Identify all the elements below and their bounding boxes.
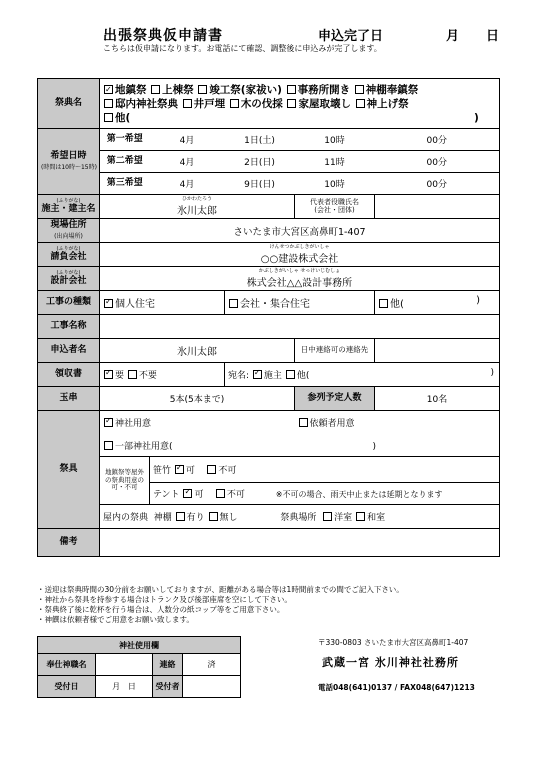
work-name-label: 工事名称 [38, 315, 100, 339]
shrine-address: 〒330-0803 さいたま市大宮区高鼻町1-407 [318, 638, 469, 647]
site-address[interactable]: さいたま市大宮区高鼻町1-407 [100, 219, 500, 243]
contact-label: 連絡 [153, 654, 183, 676]
completion-day-label: 日 [486, 29, 500, 44]
applicant-name[interactable]: 氷川太郎 [100, 339, 295, 363]
note-line: ・神饌は依頼者様でご用意をお願い致します。 [37, 615, 194, 624]
daytime-contact-label: 日中連絡可の連絡先 [295, 339, 375, 363]
checkbox-icon [183, 99, 192, 108]
shrine-phone: 電話048(641)0137 / FAX048(647)1213 [318, 683, 475, 692]
festival-option-jichinsai[interactable]: ✓地鎮祭 [103, 84, 147, 96]
checkbox-icon [230, 99, 239, 108]
designer-value-cell[interactable]: かぶしきがいしゃ せっけいじむしょ 株式会社△△設計事務所 [100, 267, 500, 291]
checkbox-icon [216, 489, 225, 498]
tent-yes[interactable]: ✓ 可 [182, 490, 203, 500]
contractor-label: (ふりがな) 請負会社 [38, 243, 100, 267]
date-2-minute[interactable]: 00分 [375, 151, 500, 173]
date-rank-1: 第一希望 [100, 129, 150, 151]
festival-option-kamidana[interactable]: 神棚奉鎮祭 [354, 84, 419, 96]
rain-note: ※不可の場合、雨天中止または延期となります [275, 490, 443, 499]
checkbox-icon [104, 99, 113, 108]
equip-client-prepared[interactable]: 依頼者用意 [295, 411, 500, 435]
server-value[interactable] [96, 654, 153, 676]
checkbox-icon [175, 465, 184, 474]
festival-name-label: 祭典名 [38, 79, 100, 129]
checkbox-icon [299, 418, 308, 427]
application-form-table [37, 78, 500, 557]
receipt-required[interactable]: ✓ 要 [103, 371, 124, 381]
date-rank-3: 第三希望 [100, 173, 150, 195]
equip-partial[interactable]: 一部神社用意( ) [100, 435, 500, 457]
checkbox-icon [104, 441, 113, 450]
festival-option-jotosai[interactable]: 上棟祭 [150, 84, 194, 96]
addressee-client[interactable]: ✓ 施主 [252, 371, 282, 381]
note-line: ・神社から祭具を持参する場合はトランク及び後部座席を空にして下さい。 [37, 595, 292, 604]
checkbox-icon [356, 99, 365, 108]
representative-label: 代表者役職氏名 (会社・団体) [295, 195, 375, 219]
receipt-addressee: 宛名: ✓ 施主 他( ) [225, 363, 500, 387]
venue-western[interactable]: 洋室 [322, 513, 352, 523]
representative-value[interactable] [375, 195, 500, 219]
contact-done[interactable]: 済 [183, 654, 241, 676]
attendees-label: 参列予定人数 [295, 387, 375, 411]
date-2-hour[interactable]: 11時 [295, 151, 375, 173]
equip-shrine-prepared[interactable]: ✓神社用意 [100, 411, 295, 435]
festival-option-teinai[interactable]: 邸内神社祭典 [103, 98, 178, 110]
checkbox-icon [253, 370, 262, 379]
date-3-month[interactable]: 4月 [150, 173, 225, 195]
attendees-value[interactable]: 10名 [375, 387, 500, 411]
checkbox-icon [286, 370, 295, 379]
checkbox-icon [355, 85, 364, 94]
festival-options: ✓地鎮祭 上棟祭 竣工祭(家祓い) 事務所開き 神棚奉鎮祭 邸内神社祭典 井戸埋 木の伐採 家屋取壊し 神上げ祭 他( ) [100, 79, 500, 129]
sasatake-no[interactable]: 不可 [206, 466, 236, 476]
venue-japanese[interactable]: 和室 [355, 513, 385, 523]
work-type-label: 工事の種類 [38, 291, 100, 315]
date-1-day[interactable]: 1日(土) [225, 129, 295, 151]
designer-label: (ふりがな) 設計会社 [38, 267, 100, 291]
note-line: ・祭典終了後に乾杯を行う場合は、人数分の紙コップ等をご用意下さい。 [37, 605, 285, 614]
daytime-contact-value[interactable] [375, 339, 500, 363]
checkbox-icon [287, 99, 296, 108]
sasatake-yes[interactable]: ✓ 可 [174, 466, 195, 476]
checkbox-icon [104, 113, 113, 122]
note-line: ・送迎は祭典時間の30分前をお願いしておりますが、距離がある場合等は1時間前までの間でご記入下さい。 [37, 585, 404, 594]
checkbox-icon [104, 85, 113, 94]
date-1-minute[interactable]: 00分 [375, 129, 500, 151]
checkbox-icon [229, 299, 238, 308]
shrine-office-name: 武蔵一宮 氷川神社社務所 [322, 656, 459, 669]
date-3-hour[interactable]: 10時 [295, 173, 375, 195]
shrine-use-title: 神社使用欄 [38, 637, 241, 654]
received-date-label: 受付日 [38, 676, 96, 698]
checkbox-icon [128, 370, 137, 379]
festival-option-idoume[interactable]: 井戸埋 [182, 98, 226, 110]
work-type-house[interactable]: ✓ 個人住宅 [100, 291, 225, 315]
checkbox-icon [287, 85, 296, 94]
client-name-cell[interactable]: ひかわたろう 氷川太郎 [100, 195, 295, 219]
contractor-value-cell[interactable]: けんせつかぶしきがいしゃ ○○建設株式会社 [100, 243, 500, 267]
date-1-hour[interactable]: 10時 [295, 129, 375, 151]
festival-option-office-opening[interactable]: 事務所開き [286, 84, 351, 96]
checkbox-icon [207, 465, 216, 474]
checkbox-icon [151, 85, 160, 94]
date-3-day[interactable]: 9日(日) [225, 173, 295, 195]
outdoor-label: 地鎮祭等屋外の祭典用意の可・不可 [100, 457, 150, 505]
date-2-month[interactable]: 4月 [150, 151, 225, 173]
receiver-label: 受付者 [153, 676, 183, 698]
tamagushi-label: 玉串 [38, 387, 100, 411]
indoor-row: 屋内の祭典 神棚 有り 無し 祭典場所 洋室 和室 [100, 505, 500, 529]
festival-option-kamiage[interactable]: 神上げ祭 [355, 98, 409, 110]
checkbox-icon [104, 370, 113, 379]
checkbox-icon [176, 512, 185, 521]
kamidana-no[interactable]: 無し [208, 513, 238, 523]
date-3-minute[interactable]: 00分 [375, 173, 500, 195]
receiver-value[interactable] [183, 676, 241, 698]
work-name-value[interactable] [100, 315, 500, 339]
date-1-month[interactable]: 4月 [150, 129, 225, 151]
tent-no[interactable]: 不可 [215, 490, 245, 500]
completion-month-label: 月 [446, 29, 460, 44]
preferred-dates-label: 希望日時 (時間は10時～15時) [38, 129, 100, 195]
work-type-company[interactable]: 会社・集合住宅 [225, 291, 375, 315]
server-label: 奉仕神職名 [38, 654, 96, 676]
festival-option-demolition[interactable]: 家屋取壊し [286, 98, 351, 110]
tent-row: テント ✓ 可 不可 ※不可の場合、雨天中止または延期となります [150, 483, 500, 505]
sasatake-row: 笹竹 ✓ 可 不可 [150, 457, 500, 483]
received-date-value[interactable]: 月 日 [96, 676, 153, 698]
checkbox-icon [379, 299, 388, 308]
shrine-use-table [37, 636, 241, 698]
checkbox-icon [104, 418, 113, 427]
festival-option-tree-cutting[interactable]: 木の伐採 [229, 98, 283, 110]
remarks-value[interactable] [100, 529, 500, 557]
provisional-note: こちらは仮申請になります。お電話にて確認、調整後に申込みが完了します。 [103, 44, 382, 53]
kamidana-yes[interactable]: 有り [175, 513, 205, 523]
date-2-day[interactable]: 2日(日) [225, 151, 295, 173]
applicant-label: 申込者名 [38, 339, 100, 363]
festival-option-shunkosai[interactable]: 竣工祭(家祓い) [197, 84, 282, 96]
equipment-label: 祭具 [38, 411, 100, 529]
form-title: 出張祭典仮申請書 [103, 28, 223, 44]
site-label: 現場住所 (出向場所) [38, 219, 100, 243]
festival-option-other[interactable]: 他( [103, 112, 130, 124]
receipt-options [100, 363, 225, 387]
checkbox-icon [198, 85, 207, 94]
checkbox-icon [209, 512, 218, 521]
client-label: (ふりがな) 施主・建主名 [38, 195, 100, 219]
date-rank-2: 第二希望 [100, 151, 150, 173]
addressee-other[interactable]: 他( [285, 371, 310, 381]
checkbox-icon [104, 299, 113, 308]
checkbox-icon [323, 512, 332, 521]
tamagushi-value[interactable]: 5本(5本まで) [100, 387, 295, 411]
receipt-not-required[interactable]: 不要 [127, 371, 157, 381]
work-type-other[interactable]: 他( ) [375, 291, 500, 315]
instructions [37, 585, 404, 625]
checkbox-icon [183, 489, 192, 498]
completion-date-label: 申込完了日 [318, 29, 384, 44]
remarks-label: 備考 [38, 529, 100, 557]
checkbox-icon [356, 512, 365, 521]
receipt-label: 領収書 [38, 363, 100, 387]
